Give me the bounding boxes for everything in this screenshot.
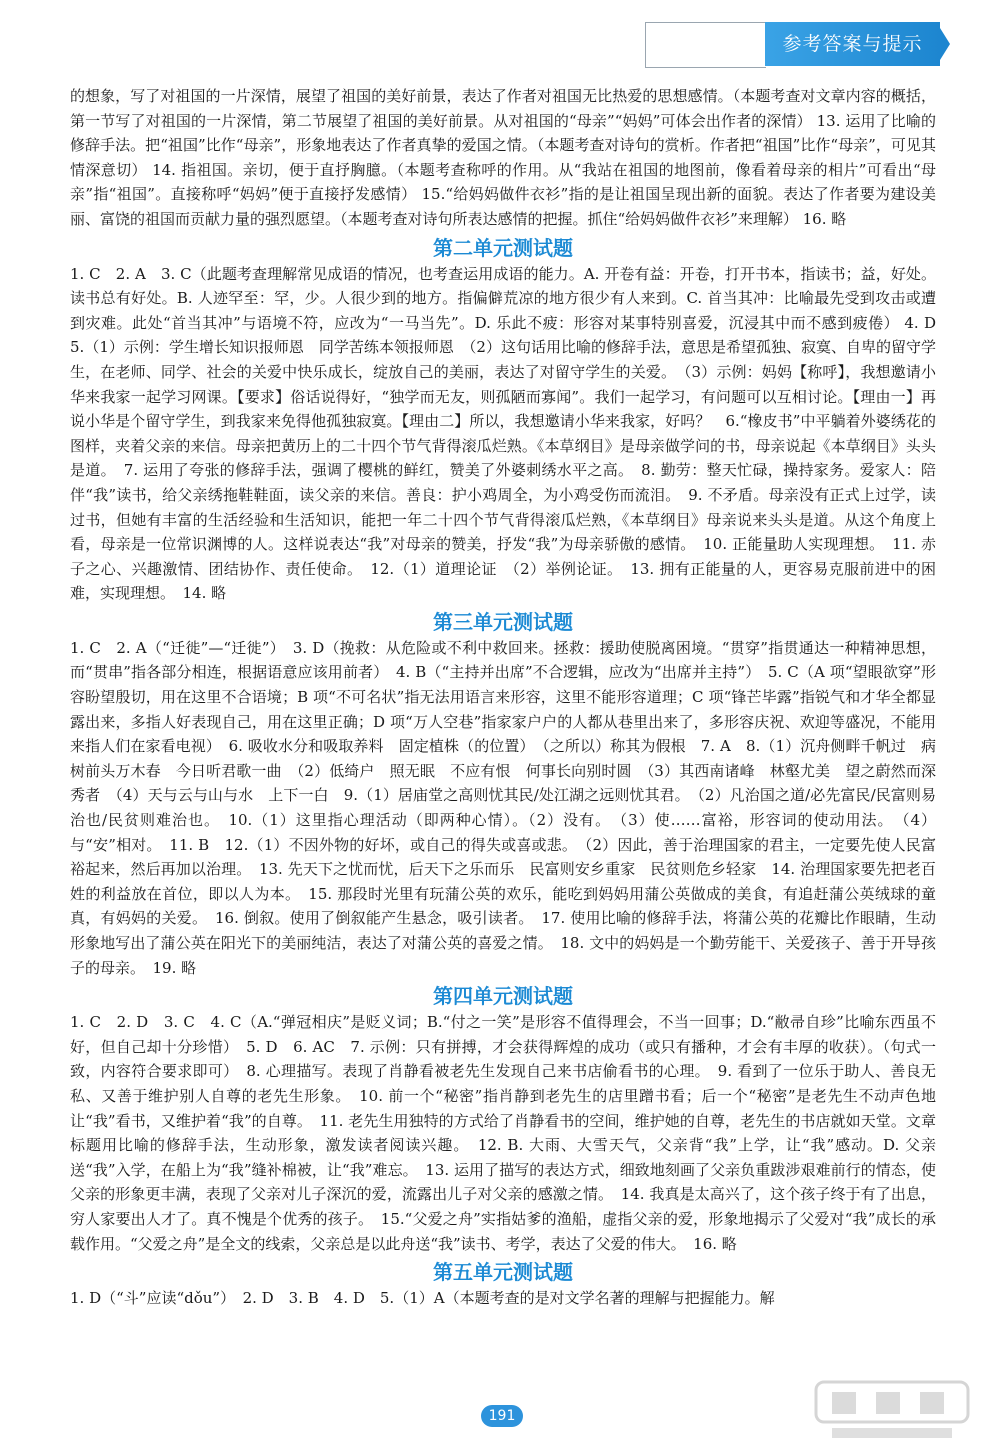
watermark-logo-icon	[812, 1378, 972, 1442]
heading-unit4-test: 第四单元测试题	[433, 984, 573, 1009]
answer-content	[70, 84, 952, 1311]
heading-unit2-test: 第二单元测试题	[433, 235, 573, 260]
header-empty-box	[645, 22, 766, 68]
heading-unit3-test: 第三单元测试题	[433, 609, 573, 634]
heading-unit5-test: 第五单元测试题	[433, 1260, 573, 1285]
answer-paragraph-unit4: 1. C 2. D 3. C 4. C（A.“弹冠相庆”是贬义词；B.“付之一笑”是形容不值得理会，不当一回事；D.“敝帚自珍”比喻东西虽不好，但自己却十分珍惜） 5. D 6. AC 7. 示例：只有拼搏，才会获得辉煌的成功（或只有播种，才会有丰厚的收获）。（句式一致，内容符合要求即可） 8. 心理描写。表现了肖静看被老先生发现自己来书店偷看书的心理。 9. 看到了一位乐于助人、善良无私、又善于维护别人自尊的老先生形象。 10. 前一个“秘密”指肖静到老先生的店里蹭书看；后一个“秘密”是老先生不动声色地让“我”看书，又维护着“我”的自尊。 11. 老先生用独特的方式给了肖静看书的空间，维护她的自尊，老先生的书店就如天堂。文章标题用比喻的修辞手法，生动形象，激发读者阅读兴趣。 12. B. 大雨、大雪天气，父亲背“我”上学，让“我”感动。D. 父亲送“我”入学，在船上为“我”缝补棉被，让“我”难忘。 13. 运用了描写的表达方式，细致地刻画了父亲负重跋涉艰难前行的情态，使父亲的形象更丰满，表现了父亲对儿子深沉的爱，流露出儿子对父亲的感激之情。 14. 我真是太高兴了，这个孩子终于有了出息，穷人家要出人才了。真不愧是个优秀的孩子。 15.“父爱之舟”实指姑爹的渔船，虚指父亲的爱，形象地揭示了父爱对“我”成长的承载作用。“父爱之舟”是全文的线索，父亲总是以此舟送“我”读书、考学，表达了父爱的伟大。 16. 略	[70, 1013, 936, 1253]
answer-paragraph-unit2: 1. C 2. A 3. C（此题考查理解常见成语的情况，也考查运用成语的能力。A. 开卷有益：开卷，打开书本，指读书；益，好处。读书总有好处。B. 人迹罕至：罕，少。人很少到的地方。指偏僻荒凉的地方很少有人来到。C. 首当其冲：比喻最先受到攻击或遭到灾难。此处“首当其冲”与语境不符，应改为“一马当先”。D. 乐此不疲：形容对某事特别喜爱，沉浸其中而不感到疲倦） 4. D 5.（1）示例：学生增长知识报师恩 同学苦练本领报师恩 （2）这句话用比喻的修辞手法，意思是希望孤独、寂寞、自卑的留守学生，在老师、同学、社会的关爱中快乐成长，绽放自己的美丽，表达了对留守学生的关爱。 （3）示例：妈妈【称呼】，我想邀请小华来我家一起学习网课。【要求】俗话说得好，“独学而无友，则孤陋而寡闻”。我们一起学习，有问题可以互相讨论。【理由一】再说小华是个留守学生，到我家来免得他孤独寂寞。【理由二】所以，我想邀请小华来我家，好吗？ 6.“橡皮书”中平躺着外婆绣花的图样，夹着父亲的来信。母亲把黄历上的二十四个节气背得滚瓜烂熟。《本草纲目》是母亲做学问的书，母亲说起《本草纲目》头头是道。 7. 运用了夸张的修辞手法，强调了樱桃的鲜红，赞美了外婆刺绣水平之高。 8. 勤劳：整天忙碌，操持家务。爱家人：陪伴“我”读书，给父亲绣拖鞋鞋面，读父亲的来信。善良：护小鸡周全，为小鸡受伤而流泪。 9. 不矛盾。母亲没有正式上过学，读过书，但她有丰富的生活经验和生活知识，能把一年二十四个节气背得滚瓜烂熟，《本草纲目》母亲说来头头是道。从这个角度上看，母亲是一位常识渊博的人。这样说表达“我”对母亲的赞美，抒发“我”为母亲骄傲的感情。 10. 正能量助人实现理想。 11. 赤子之心、兴趣激情、团结协作、责任使命。 12.（1）道理论证 （2）举例论证。 13. 拥有正能量的人，更容易克服前进中的困难，实现理想。 14. 略	[70, 264, 952, 603]
answer-paragraph-unit3: 1. C 2. A（“迁徙”—“迁徙”） 3. D（挽救：从危险或不利中救回来。拯救：援助使脱离困境。“贯穿”指贯通达一种精神思想，而“贯串”指各部分相连，根据语意应该用前者） 4. B（“主持并出席”不合逻辑，应改为“出席并主持”） 5. C（A 项“望眼欲穿”形容盼望殷切，用在这里不合语境；B 项“不可名状”指无法用语言来形容，这里不能形容道理；C 项“锋芒毕露”指锐气和才华全都显露出来，多指人好表现自己，用在这里正确；D 项“万人空巷”指家家户户的人都从巷里出来了，多形容庆祝、欢迎等盛况，不能用来指人们在家看电视） 6. 吸收水分和吸取养料 固定植株（的位置） （之所以）称其为假根 7. A 8.（1）沉舟侧畔千帆过 病树前头万木春 今日听君歌一曲 （2）低绮户 照无眠 不应有恨 何事长向别时圆 （3）其西南诸峰 林壑尤美 望之蔚然而深秀者 （4）天与云与山与水 上下一白 9.（1）居庙堂之高则忧其民/处江湖之远则忧其君。 （2）凡治国之道/必先富民/民富则易治也/民贫则难治也。 10.（1）这里指心理活动（即两种心情）。（2）没有。 （3）使……富裕，形容词的使动用法。 （4）与“安”相对。 11. B 12.（1）不因外物的好坏，或自己的得失或喜或悲。 （2）因此，善于治理国家的君主，一定要先使人民富裕起来，然后再加以治理。 13. 先天下之忧而忧，后天下之乐而乐 民富则安乡重家 民贫则危乡轻家 14. 治理国家要先把老百姓的利益放在首位，即以人为本。 15. 那段时光里有玩蒲公英的欢乐，能吃到妈妈用蒲公英做成的美食，有追赶蒲公英绒球的童真，有妈妈的关爱。 16. 倒叙。使用了倒叙能产生悬念，吸引读者。 17. 使用比喻的修辞手法，将蒲公英的花瓣比作眼睛，生动形象地写出了蒲公英在阳光下的美丽纯洁，表达了对蒲公英的喜爱之情。 18. 文中的妈妈是一个勤劳能干、关爱孩子、善于开导孩子的母亲。 19. 略	[70, 638, 936, 977]
banner-arrow-decoration	[940, 28, 950, 60]
page-number-badge: 191	[481, 1405, 523, 1427]
answer-paragraph-unit1-tail: 的想象，写了对祖国的一片深情，展望了祖国的美好前景，表达了作者对祖国无比热爱的思想感情。（本题考查对文章内容的概括，第一节写了对祖国的一片深情，第二节展望了祖国的美好前景。从对祖国的“母亲”“妈妈”可体会出作者的深情） 13. 运用了比喻的修辞手法。把“祖国”比作“母亲”，形象地表达了作者真挚的爱国之情。（本题考查对诗句的赏析。作者把“祖国”比作“母亲”，可见其情深意切） 14. 指祖国。亲切，便于直抒胸臆。（本题考查称呼的作用。从“我站在祖国的地图前，像看着母亲的相片”可看出“母亲”指“祖国”。直接称呼“妈妈”便于直接抒发感情） 15.“给妈妈做件衣衫”指的是让祖国呈现出新的面貌。表达了作者要为建设美丽、富饶的祖国而贡献力量的强烈愿望。（本题考查对诗句所表达感情的把握。抓住“给妈妈做件衣衫”来理解） 16. 略	[70, 87, 936, 228]
section-banner: 参考答案与提示	[765, 22, 940, 66]
answer-paragraph-unit5: 1. D（“斗”应读“dǒu”） 2. D 3. B 4. D 5.（1）A（本题考查的是对文学名著的理解与把握能力。解	[70, 1289, 775, 1308]
